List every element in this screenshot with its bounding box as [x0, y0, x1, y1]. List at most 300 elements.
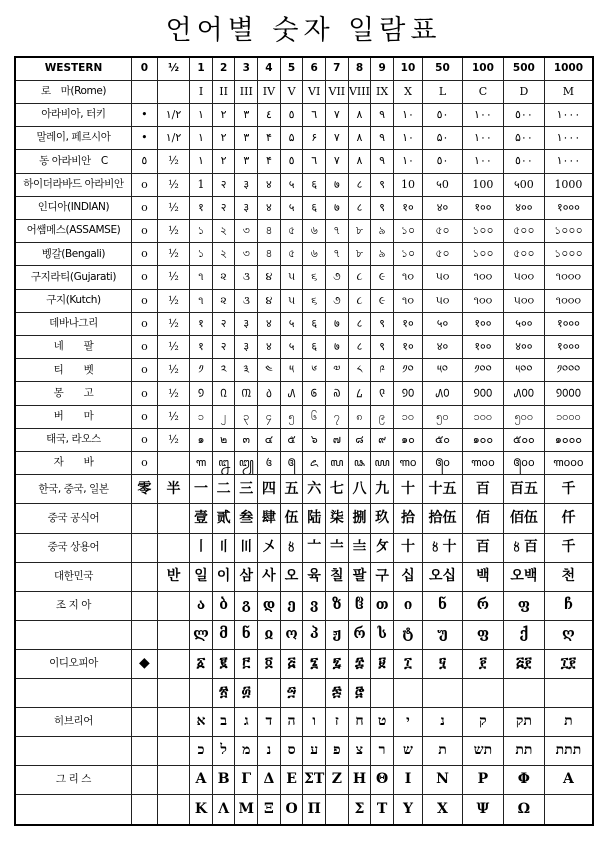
numeral-cell: ᠖	[303, 382, 326, 405]
table-row	[15, 289, 593, 312]
numeral-cell: ৫০০	[503, 219, 544, 242]
numeral-cell: ১০	[393, 219, 422, 242]
numeral-cell: ૬	[303, 266, 326, 289]
numeral-cell	[423, 678, 463, 707]
numeral-cell: ၂	[212, 405, 235, 428]
numeral-cell: १०	[393, 336, 422, 359]
header-cell: 50	[423, 57, 463, 80]
numeral-cell: ע	[303, 737, 326, 766]
row-label: 하이더라바드 아라비안	[15, 173, 131, 196]
numeral-cell: ५	[280, 173, 303, 196]
numeral-cell: ٩	[371, 150, 394, 173]
numeral-cell: ६	[303, 312, 326, 335]
numeral-cell: o	[131, 452, 157, 475]
numeral-cell: ૫૦૦	[503, 289, 544, 312]
numeral-cell: I	[190, 80, 213, 103]
numeral-cell: IV	[258, 80, 281, 103]
numeral-cell: V	[280, 80, 303, 103]
numeral-cell: უ	[423, 620, 463, 649]
numeral-cell: ४००	[503, 196, 544, 219]
table-row	[15, 452, 593, 475]
header-cell: 4	[258, 57, 281, 80]
numeral-cell: ტ	[393, 620, 422, 649]
numeral-cell: 玖	[371, 504, 394, 533]
table-row	[15, 678, 593, 707]
numeral-cell: ૯	[371, 289, 394, 312]
numeral-cell: Α	[544, 766, 593, 795]
numeral-cell: ١٠٠	[462, 127, 503, 150]
numeral-cell: ٧	[326, 150, 349, 173]
numeral-cell: რ	[462, 591, 503, 620]
numeral-cell: ၆	[303, 405, 326, 428]
numeral-cell: 〥十	[423, 533, 463, 562]
numeral-cell: ३	[235, 312, 258, 335]
numeral-cell: ๙	[371, 428, 394, 451]
numeral-cell: 百五	[503, 475, 544, 504]
numeral-cell: ١٠	[393, 103, 422, 126]
numeral-cell: 일	[190, 562, 213, 591]
numeral-cell: ૧૦	[393, 266, 422, 289]
numeral-cell: VII	[326, 80, 349, 103]
numeral-cell: १०००	[544, 336, 593, 359]
numeral-cell: Μ	[235, 795, 258, 825]
numeral-cell: Ι	[393, 766, 422, 795]
numeral-cell: ৫	[280, 219, 303, 242]
numeral-cell: თ	[371, 591, 394, 620]
numeral-cell: ᠕᠐	[423, 382, 463, 405]
numeral-cell: 〡	[190, 533, 213, 562]
numeral-cell: ვ	[303, 591, 326, 620]
numeral-cell: o	[131, 266, 157, 289]
table-row	[15, 103, 593, 126]
numeral-cell: ৬	[303, 219, 326, 242]
numeral-cell: ६	[303, 336, 326, 359]
numeral-cell: ๕๐๐	[503, 428, 544, 451]
numeral-cell: ፲፻	[544, 649, 593, 678]
numeral-cell: ७	[326, 173, 349, 196]
numeral-cell: ½	[157, 219, 189, 242]
numeral-cell: Ζ	[326, 766, 349, 795]
numeral-cell: ק	[462, 707, 503, 736]
header-cell: 100	[462, 57, 503, 80]
numeral-cell	[131, 737, 157, 766]
numeral-cell: ૫૦	[423, 266, 463, 289]
numeral-cell: Θ	[371, 766, 394, 795]
numeral-cell: ٢	[212, 150, 235, 173]
numeral-cell: 捌	[348, 504, 371, 533]
table-row	[15, 80, 593, 103]
numeral-cell: ३	[235, 196, 258, 219]
numeral-cell: ١٠٠٠	[544, 103, 593, 126]
numeral-cell: ٨	[348, 150, 371, 173]
numeral-cell: 〣	[235, 533, 258, 562]
row-label: 중국 공식어	[15, 504, 131, 533]
numeral-cell: ש	[393, 737, 422, 766]
numeral-cell: ፷	[326, 678, 349, 707]
numeral-cell	[131, 562, 157, 591]
numeral-cell: ᠕᠐᠐	[503, 382, 544, 405]
table-row	[15, 173, 593, 196]
header-cell: 5	[280, 57, 303, 80]
numeral-cell: ١	[190, 127, 213, 150]
numeral-cell: Δ	[258, 766, 281, 795]
numeral-cell: א	[190, 707, 213, 736]
numeral-cell: ४०	[423, 196, 463, 219]
row-label: 조 지 아	[15, 591, 131, 620]
numeral-cell: ১০	[393, 243, 422, 266]
numeral-cell: 二	[212, 475, 235, 504]
numeral-cell: ૪	[258, 266, 281, 289]
numeral-cell: ๗	[326, 428, 349, 451]
numeral-cell: ૯	[371, 266, 394, 289]
numeral-cell	[462, 678, 503, 707]
numeral-cell: ᠕	[280, 382, 303, 405]
numeral-cell: 〦	[303, 533, 326, 562]
numeral-cell: ½	[157, 359, 189, 382]
numeral-cell: 百	[462, 533, 503, 562]
numeral-cell: ३	[235, 336, 258, 359]
numeral-cell: ΣΤ	[303, 766, 326, 795]
row-label: 태국, 라오스	[15, 428, 131, 451]
numeral-cell	[544, 678, 593, 707]
numeral-cell: ९	[371, 312, 394, 335]
table-row	[15, 312, 593, 335]
numeral-cell: ༡༠༠༠	[544, 359, 593, 382]
numeral-cell: ჟ	[326, 620, 349, 649]
header-cell: 7	[326, 57, 349, 80]
numeral-cell: 伍	[280, 504, 303, 533]
numeral-cell: 陆	[303, 504, 326, 533]
numeral-cell: ६	[303, 196, 326, 219]
numeral-cell: Σ	[348, 795, 371, 825]
numeral-cell: ᠑	[190, 382, 213, 405]
numeral-cell: ፩	[190, 649, 213, 678]
numeral-cell: ꧓	[235, 452, 258, 475]
numeral-cell: ꧖	[303, 452, 326, 475]
numeral-cell: ר	[371, 737, 394, 766]
numeral-cell: ה	[280, 707, 303, 736]
numeral-cell: ١٠	[393, 150, 422, 173]
numeral-cell: ½	[157, 312, 189, 335]
numeral-cell: მ	[212, 620, 235, 649]
numeral-cell: ५00	[503, 173, 544, 196]
numeral-cell: o	[131, 219, 157, 242]
numeral-cell: 四	[258, 475, 281, 504]
numeral-cell: ח	[348, 707, 371, 736]
numeral-cell: ၇	[326, 405, 349, 428]
numeral-cell: ૫	[280, 266, 303, 289]
numeral-cell: Ξ	[258, 795, 281, 825]
numeral-cell: ๔	[258, 428, 281, 451]
numeral-cell	[157, 533, 189, 562]
numeral-cell: ۵	[280, 127, 303, 150]
table-row	[15, 562, 593, 591]
numeral-cell: १०००	[544, 312, 593, 335]
numeral-cell: ٥٠	[423, 103, 463, 126]
numeral-cell: ፭	[280, 649, 303, 678]
numeral-cell: ფ	[462, 620, 503, 649]
numeral-cell: ८	[348, 312, 371, 335]
numeral-cell: o	[131, 173, 157, 196]
numeral-cell: ჱ	[348, 591, 371, 620]
numeral-cell: Α	[190, 766, 213, 795]
numeral-cell: 천	[544, 562, 593, 591]
numeral-cell: ፭፻	[503, 649, 544, 678]
numeral-cell: o	[131, 196, 157, 219]
table-row	[15, 428, 593, 451]
numeral-cell: ১	[190, 219, 213, 242]
row-label	[15, 678, 131, 707]
numeral-cell	[157, 766, 189, 795]
numeral-cell: ৮	[348, 219, 371, 242]
numeral-cell	[131, 678, 157, 707]
numeral-cell: 拾伍	[423, 504, 463, 533]
numeral-cell: ꧔	[258, 452, 281, 475]
numeral-cell: ๑๐๐	[462, 428, 503, 451]
numeral-cell: 仟	[544, 504, 593, 533]
numeral-cell: 〩	[371, 533, 394, 562]
numeral-cell	[157, 678, 189, 707]
numeral-cell: ૮	[348, 266, 371, 289]
numeral-cell: ১০০	[462, 243, 503, 266]
numeral-cell: ٥٠٠	[503, 150, 544, 173]
numeral-cell: ٩	[371, 127, 394, 150]
numeral-cell: १००	[462, 312, 503, 335]
numeral-cell: ١	[190, 103, 213, 126]
numeral-cell: ৫০০	[503, 243, 544, 266]
row-label	[15, 795, 131, 825]
numeral-cell	[131, 504, 157, 533]
numeral-cell: ๕๐	[423, 428, 463, 451]
numeral-cell: ৯	[371, 219, 394, 242]
numeral-cell: ١٠	[393, 127, 422, 150]
numeral-cell: ნ	[235, 620, 258, 649]
row-label: 벵갈(Bengali)	[15, 243, 131, 266]
numeral-cell: ७	[326, 312, 349, 335]
numeral-cell: ༩	[371, 359, 394, 382]
numeral-cell: ༥	[280, 359, 303, 382]
numeral-cell: გ	[235, 591, 258, 620]
numeral-cell: מ	[235, 737, 258, 766]
numeral-cell: ४	[258, 312, 281, 335]
numeral-cell: ৬	[303, 243, 326, 266]
numeral-cell: ၅	[280, 405, 303, 428]
numeral-cell: ၃	[235, 405, 258, 428]
numeral-cell: ፰	[348, 649, 371, 678]
numeral-cell: 十	[393, 533, 422, 562]
numeral-cell: ፵	[280, 678, 303, 707]
numeral-cell: ፬	[258, 649, 281, 678]
table-row	[15, 475, 593, 504]
numeral-cell: ᠑᠐᠐᠐	[544, 382, 593, 405]
numeral-cell: ༦	[303, 359, 326, 382]
numeral-cell: १	[190, 196, 213, 219]
table-row	[15, 219, 593, 242]
numeral-cell: ½	[157, 289, 189, 312]
numeral-cell: १००	[462, 196, 503, 219]
numeral-cell: IX	[371, 80, 394, 103]
numeral-cell: ٥٠	[423, 150, 463, 173]
numeral-cell: ၉	[371, 405, 394, 428]
numeral-cell: ꧕	[280, 452, 303, 475]
numeral-cell: 백	[462, 562, 503, 591]
numeral-cell: ९	[371, 196, 394, 219]
header-cell: 1000	[544, 57, 593, 80]
numeral-cell: १	[190, 312, 213, 335]
row-label: 자 바	[15, 452, 131, 475]
numeral-cell: VIII	[348, 80, 371, 103]
numeral-cell: ꧗	[326, 452, 349, 475]
numeral-cell: 십	[393, 562, 422, 591]
header-cell: 1	[190, 57, 213, 80]
numeral-cell: י	[393, 707, 422, 736]
numeral-cell: १००	[462, 336, 503, 359]
numeral-cell: २	[212, 173, 235, 196]
numeral-cell: ๕	[280, 428, 303, 451]
numeral-cell: १०	[393, 312, 422, 335]
numeral-cell	[157, 737, 189, 766]
numeral-cell: ٨	[348, 103, 371, 126]
numeral-cell: ৭	[326, 243, 349, 266]
table-row	[15, 795, 593, 825]
numeral-cell: ৯	[371, 243, 394, 266]
row-label: 대한민국	[15, 562, 131, 591]
numeral-cell: ፫	[235, 649, 258, 678]
numeral-cell: ፯	[326, 649, 349, 678]
numeral-cell: ۵٠	[423, 127, 463, 150]
numeral-cell: 柒	[326, 504, 349, 533]
numeral-cell: ١٠٠٠	[544, 150, 593, 173]
numeral-cell: ב	[212, 707, 235, 736]
numeral-cell: •	[131, 127, 157, 150]
numeral-cell: 佰伍	[503, 504, 544, 533]
numeral-cell: დ	[258, 591, 281, 620]
numeral-cell: ٦	[303, 103, 326, 126]
numeral-cell: ༥༠༠	[503, 359, 544, 382]
numeral-cell: ת	[544, 707, 593, 736]
numeral-cell: ༢	[212, 359, 235, 382]
header-cell: 8	[348, 57, 371, 80]
numeral-cell: ༥༠	[423, 359, 463, 382]
numeral-cell: ૫૦	[423, 289, 463, 312]
numeral-cell: ٨	[348, 127, 371, 150]
numeral-cell: ᠒	[212, 382, 235, 405]
numeral-cell	[393, 678, 422, 707]
numeral-cell: ג	[235, 707, 258, 736]
numeral-cell: ५००	[503, 312, 544, 335]
row-label: 아라비아, 터키	[15, 103, 131, 126]
numeral-cell: ٥	[131, 150, 157, 173]
numeral-cell: პ	[303, 620, 326, 649]
row-label: 인디아(INDIAN)	[15, 196, 131, 219]
numeral-cell	[131, 795, 157, 825]
numeral-cell: 오	[280, 562, 303, 591]
numeral-cell: ૧૦૦૦	[544, 289, 593, 312]
numeral-cell: o	[131, 289, 157, 312]
numeral-cell: ٣	[235, 103, 258, 126]
numeral-cell: 팔	[348, 562, 371, 591]
numeral-cell: ქ	[503, 620, 544, 649]
numeral-cell: o	[131, 382, 157, 405]
numeral-cell: ٣	[235, 127, 258, 150]
numeral-cell: ფ	[503, 591, 544, 620]
numeral-cell: Ψ	[462, 795, 503, 825]
numeral-cell: ი	[393, 591, 422, 620]
header-label: WESTERN	[15, 57, 131, 80]
numeral-cell: נ	[423, 707, 463, 736]
numeral-cell: ৪	[258, 243, 281, 266]
row-label: 티 벳	[15, 359, 131, 382]
numeral-cell: Η	[348, 766, 371, 795]
numeral-cell: 1	[190, 173, 213, 196]
numeral-cell: ༡༠	[393, 359, 422, 382]
numeral-cell: ½	[157, 243, 189, 266]
numeral-cell: ༡༠༠	[462, 359, 503, 382]
numeral-cell: ፲	[393, 649, 422, 678]
numeral-cell	[157, 620, 189, 649]
numeral-cell: ½	[157, 266, 189, 289]
table-row	[15, 243, 593, 266]
numeral-cell: ო	[280, 620, 303, 649]
numeral-cell: ᠙	[371, 382, 394, 405]
numeral-cell: Β	[212, 766, 235, 795]
numeral-cell: 一	[190, 475, 213, 504]
numeral-cell: ꧑	[190, 452, 213, 475]
numeral-cell: ᠔	[258, 382, 281, 405]
row-label: 이디오피아	[15, 649, 131, 678]
numeral-cell: o	[131, 336, 157, 359]
numeral-cell	[371, 678, 394, 707]
numeral-cell: 〧	[326, 533, 349, 562]
table-row	[15, 620, 593, 649]
numeral-cell: 十	[393, 475, 422, 504]
numeral-cell: ד	[258, 707, 281, 736]
numeral-cell	[157, 795, 189, 825]
numeral-cell: ١/٢	[157, 127, 189, 150]
numeral-cell: 〤	[258, 533, 281, 562]
numeral-cell: ૫૦૦	[503, 266, 544, 289]
numeral-cell: צ	[348, 737, 371, 766]
numeral-cell: ১০০	[462, 219, 503, 242]
numeral-cell: ۵٠٠	[503, 127, 544, 150]
numeral-cell	[190, 678, 213, 707]
table-row	[15, 196, 593, 219]
numeral-cell: ١/٢	[157, 103, 189, 126]
numeral-cell	[157, 649, 189, 678]
numeral-cell: 千	[544, 475, 593, 504]
header-cell: 6	[303, 57, 326, 80]
numeral-cell: ५	[280, 312, 303, 335]
numeral-cell: ٣	[235, 150, 258, 173]
numeral-cell: Ο	[280, 795, 303, 825]
numeral-cell: ჩ	[544, 591, 593, 620]
numeral-cell: ২	[212, 219, 235, 242]
numeral-cell: ٤	[258, 103, 281, 126]
numeral-cell: D	[503, 80, 544, 103]
numeral-cell: VI	[303, 80, 326, 103]
table-row	[15, 737, 593, 766]
numeral-cell: ९	[371, 336, 394, 359]
numeral-cell: 〥百	[503, 533, 544, 562]
numeral-cell: ბ	[212, 591, 235, 620]
numeral-cell: ๑	[190, 428, 213, 451]
numeral-cell: ו	[303, 707, 326, 736]
numeral-cell: ፻	[462, 649, 503, 678]
numeral-cell: 十五	[423, 475, 463, 504]
table-row	[15, 707, 593, 736]
numeral-cell: ½	[157, 405, 189, 428]
numeral-cell: Λ	[212, 795, 235, 825]
